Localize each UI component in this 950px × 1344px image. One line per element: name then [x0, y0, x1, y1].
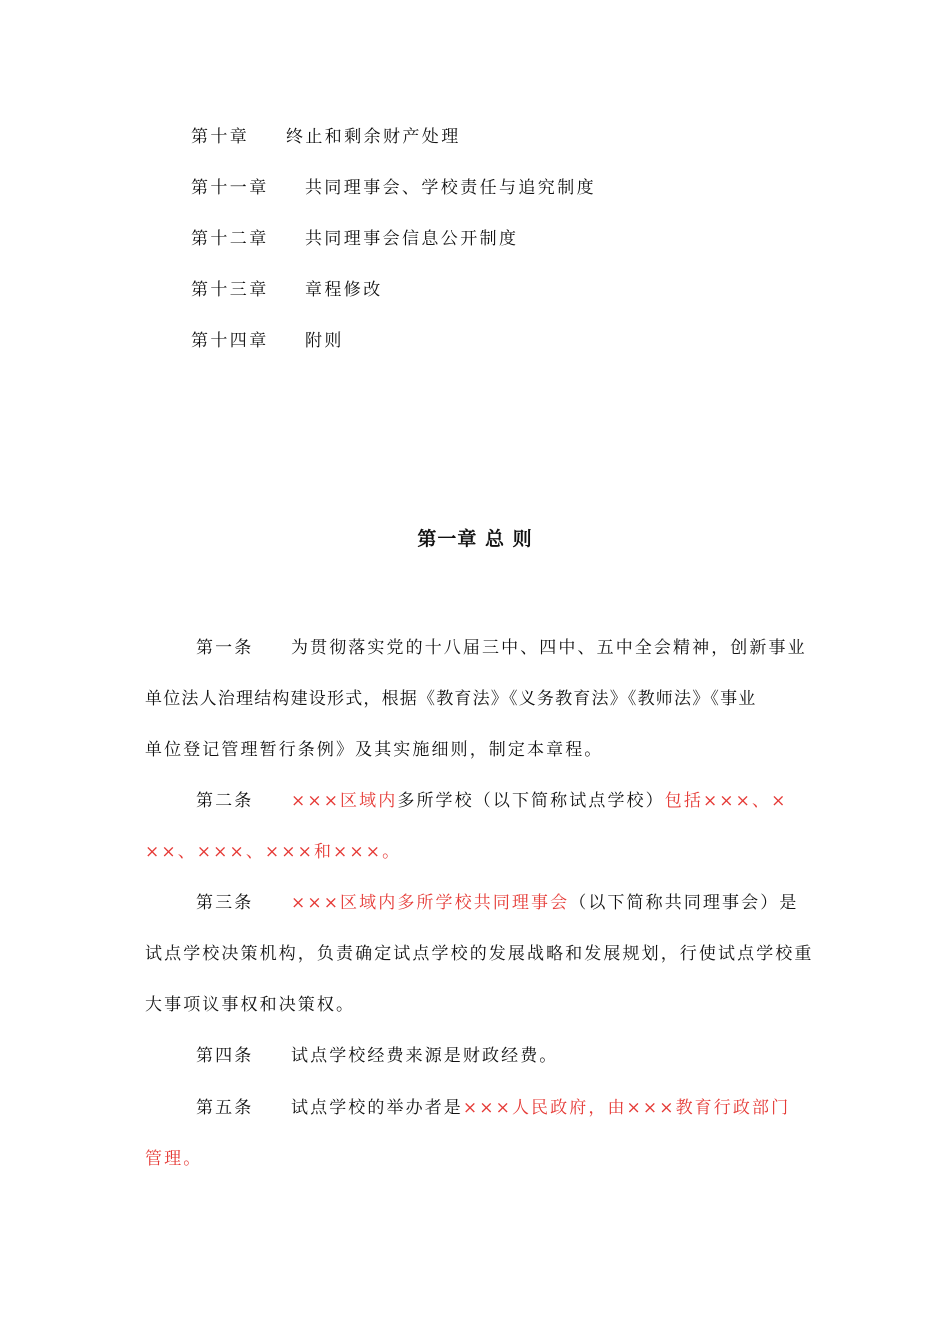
toc-item — [191, 329, 344, 353]
article-text-line: 大事项议事权和决策权。 — [145, 995, 356, 1015]
placeholder-text: ××、×××、×××和×××。 — [145, 842, 402, 862]
article-text-line: 为贯彻落实党的十八届三中、四中、五中全会精神，创新事业 — [291, 638, 807, 658]
toc-item-number: 第十章 — [191, 127, 250, 147]
toc-item-number: 第十四章 — [191, 331, 269, 351]
toc-item-number: 第十一章 — [191, 178, 269, 198]
chapter-heading: 第一章 总 则 — [417, 528, 533, 550]
article-text-line: 试点学校决策机构，负责确定试点学校的发展战略和发展规划，行使试点学校重 — [145, 944, 814, 964]
placeholder-text: ×××区域内 — [291, 791, 398, 811]
article-text: 试点学校的举办者是 — [291, 1098, 463, 1118]
toc-item-title: 共同理事会、学校责任与追究制度 — [305, 178, 596, 198]
placeholder-text: 包括×××、× — [664, 791, 788, 811]
article-text: 多所学校（以下简称试点学校） — [397, 791, 665, 811]
toc-item-title: 附则 — [305, 331, 344, 351]
toc-item-number: 第十二章 — [191, 229, 269, 249]
article-label: 第一条 — [196, 638, 254, 658]
toc-item-number: 第十三章 — [191, 280, 269, 300]
toc-item — [191, 176, 596, 200]
toc-item — [191, 227, 519, 251]
toc-item-title: 共同理事会信息公开制度 — [305, 229, 519, 249]
article-text-line — [291, 891, 798, 915]
article-text: （以下简称共同理事会）是 — [569, 893, 799, 913]
article-label: 第三条 — [196, 893, 254, 913]
toc-item — [191, 125, 461, 149]
article-label: 第四条 — [196, 1046, 254, 1066]
article-label: 第二条 — [196, 791, 254, 811]
placeholder-text: ×××区域内多所学校共同理事会 — [291, 893, 570, 913]
article-text-line: 单位法人治理结构建设形式，根据《教育法》《义务教育法》《教师法》《事业 — [145, 689, 757, 709]
article-text-line — [291, 1096, 790, 1120]
toc-item-title: 终止和剩余财产处理 — [286, 127, 461, 147]
placeholder-text: ×××人民政府，由×××教育行政部门 — [462, 1098, 791, 1118]
article-text-line — [291, 789, 787, 813]
placeholder-text: 管理。 — [145, 1149, 203, 1169]
toc-item-title: 章程修改 — [305, 280, 383, 300]
toc-item — [191, 278, 383, 302]
article-text-line: 试点学校经费来源是财政经费。 — [291, 1046, 559, 1066]
article-label: 第五条 — [196, 1098, 254, 1118]
article-text-line: 单位登记管理暂行条例》及其实施细则，制定本章程。 — [145, 740, 604, 760]
